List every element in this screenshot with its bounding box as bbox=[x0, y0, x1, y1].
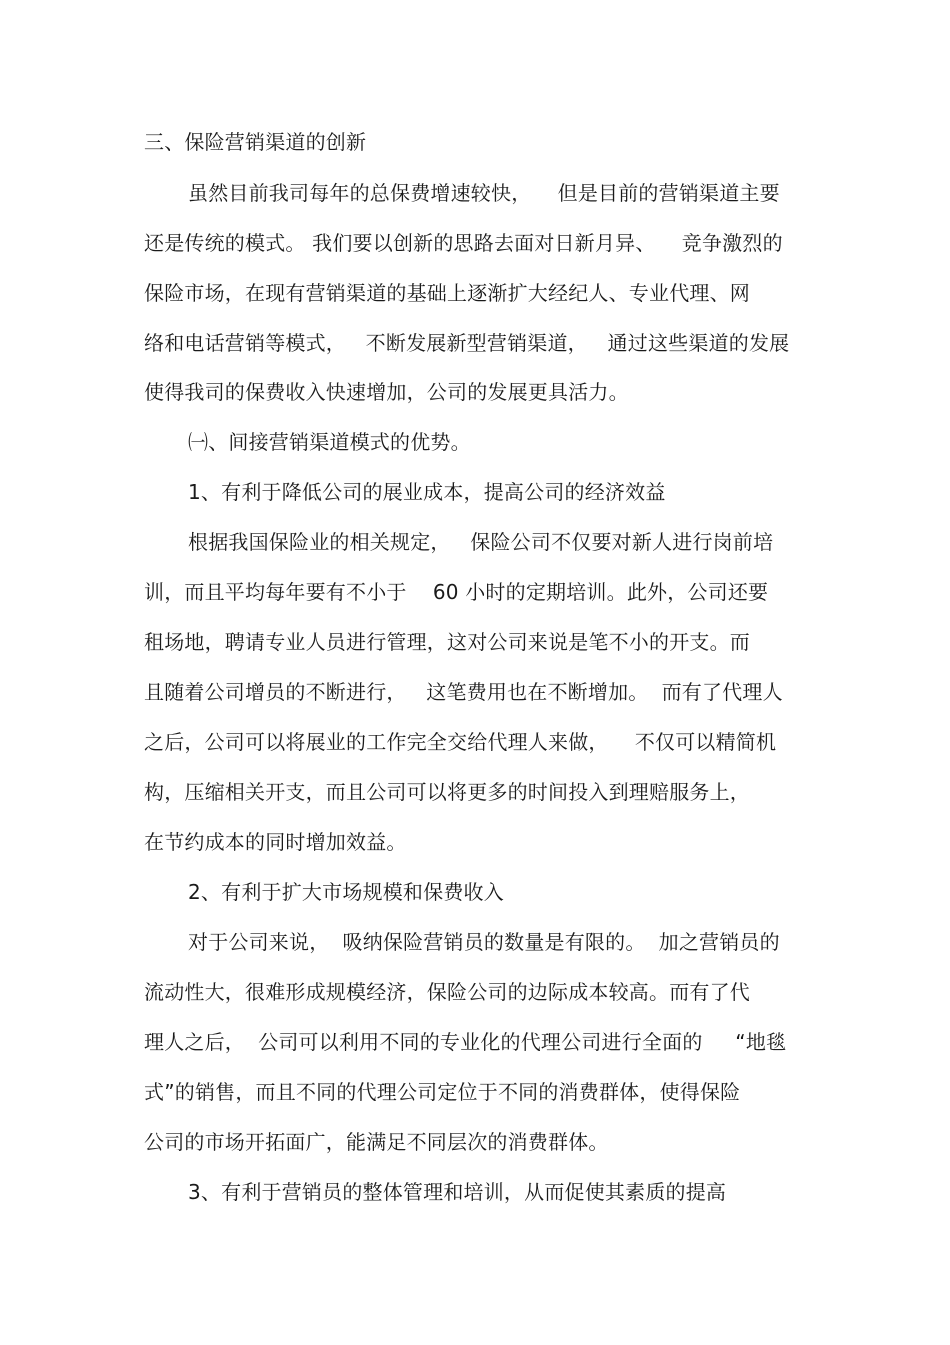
paragraph-line: 对于公司来说， 吸纳保险营销员的数量是有限的。 加之营销员的 bbox=[188, 930, 780, 954]
paragraph-line: 训，而且平均每年要有不小于 60 小时的定期培训。此外，公司还要 bbox=[144, 580, 769, 604]
subsection-heading: ㈠、间接营销渠道模式的优势。 bbox=[188, 430, 471, 454]
paragraph-line: 流动性大，很难形成规模经济，保险公司的边际成本较高。而有了代 bbox=[144, 980, 750, 1004]
item-heading: 3、有利于营销员的整体管理和培训，从而促使其素质的提高 bbox=[188, 1180, 727, 1204]
paragraph-line: 之后，公司可以将展业的工作完全交给代理人来做， 不仅可以精简机 bbox=[144, 730, 777, 754]
item-heading: 2、有利于扩大市场规模和保费收入 bbox=[188, 880, 504, 904]
section-heading: 三、保险营销渠道的创新 bbox=[144, 130, 367, 154]
paragraph-line: 构，压缩相关开支，而且公司可以将更多的时间投入到理赔服务上， bbox=[144, 780, 750, 804]
paragraph-line: 保险市场，在现有营销渠道的基础上逐渐扩大经纪人、专业代理、网 bbox=[144, 281, 750, 305]
paragraph-line: 根据我国保险业的相关规定， 保险公司不仅要对新人进行岗前培 bbox=[188, 530, 774, 554]
paragraph-line: 且随着公司增员的不断进行， 这笔费用也在不断增加。 而有了代理人 bbox=[144, 680, 783, 704]
item-heading: 1、有利于降低公司的展业成本，提高公司的经济效益 bbox=[188, 480, 666, 504]
paragraph-line: 理人之后， 公司可以利用不同的专业化的代理公司进行全面的 “地毯 bbox=[144, 1030, 787, 1054]
paragraph-line: 使得我司的保费收入快速增加，公司的发展更具活力。 bbox=[144, 380, 629, 404]
paragraph-line: 租场地，聘请专业人员进行管理，这对公司来说是笔不小的开支。而 bbox=[144, 630, 750, 654]
paragraph-line: 虽然目前我司每年的总保费增速较快， 但是目前的营销渠道主要 bbox=[188, 181, 780, 205]
paragraph-line: 式”的销售，而且不同的代理公司定位于不同的消费群体，使得保险 bbox=[144, 1080, 741, 1104]
paragraph-line: 还是传统的模式。 我们要以创新的思路去面对日新月异、 竞争激烈的 bbox=[144, 231, 783, 255]
paragraph-line: 在节约成本的同时增加效益。 bbox=[144, 830, 407, 854]
paragraph-line: 公司的市场开拓面广，能满足不同层次的消费群体。 bbox=[144, 1130, 609, 1154]
paragraph-line: 络和电话营销等模式， 不断发展新型营销渠道， 通过这些渠道的发展 bbox=[144, 331, 790, 355]
